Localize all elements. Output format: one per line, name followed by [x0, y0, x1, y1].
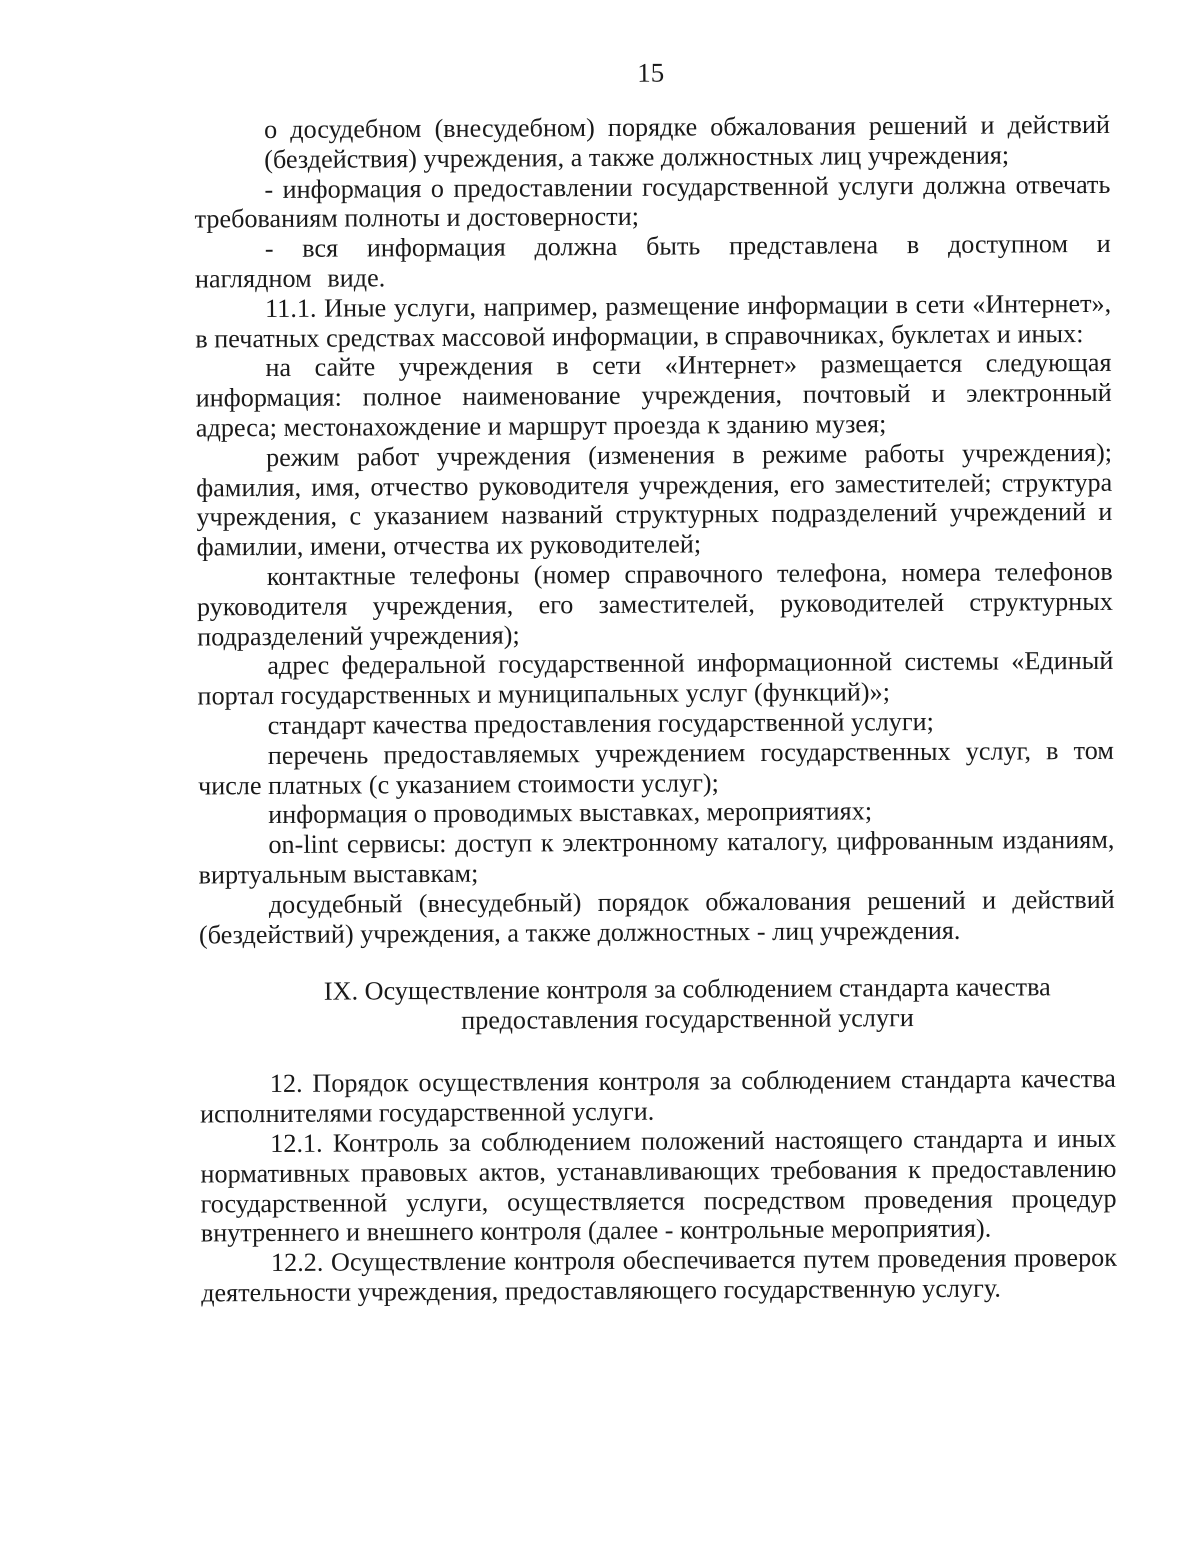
page-number: 15 [637, 57, 665, 88]
section-heading-line: IX. Осуществление контроля за соблюдением стандарта качества [323, 972, 1051, 1007]
section-heading-line: предоставления государственной услуги [461, 1003, 914, 1036]
paragraph: контактные телефоны (номер справочного телефона, номера телефонов руководителя учреждения, его заместителей, руководителей структурных подразделений учреждения); [196, 556, 1114, 652]
document-body [194, 110, 1117, 1308]
paragraph: 12. Порядок осуществления контроля за соблюдением стандарта качества исполнителями государственной услуги. [199, 1064, 1116, 1129]
section-heading [199, 972, 1115, 1038]
section-body [200, 1064, 1117, 1308]
paragraph: 12.2. Осуществление контроля обеспечивается путем проведения проверок деятельности учреждения, предоставляющего государственную услугу. [201, 1242, 1118, 1308]
paragraph: адрес федеральной государственной информационной системы «Единый портал государственных и муниципальных услуг (функций)»; [197, 646, 1114, 711]
paragraph: перечень предоставляемых учреждением государственных услуг, в том числе платных (с указанием стоимости услуг); [197, 735, 1114, 800]
paragraph: о досудебном (внесудебном) порядке обжалования решений и действий (бездействия) учреждения, а также должностных лиц учреждения; [263, 109, 1111, 174]
paragraph: режим работ учреждения (изменения в режиме работы учреждения); фамилия, имя, отчество руководителя учреждения, его заместителей; структура учреждения, с указанием названий структурных подразделений учреждений и фамилии, имени, отчества их руководителей; [196, 437, 1113, 562]
paragraph: 11.1. Иные услуги, например, размещение информации в сети «Интернет», в печатных средствах массовой информации, в справочниках, буклетах и иных: [195, 288, 1112, 354]
paragraph: on-lint сервисы: доступ к электронному каталогу, цифрованным изданиям, виртуальным выставкам; [198, 824, 1115, 890]
paragraph: стандарт качества предоставления государственной услуги; [267, 706, 934, 740]
paragraph: 12.1. Контроль за соблюдением положений настоящего стандарта и иных нормативных правовых актов, устанавливающих требования к предоставлению государственной услуги, осуществляется посредством проведения процедур внутреннего и внешнего контроля (далее - контрольные мероприятия). [200, 1123, 1117, 1248]
list-item: - информация о предоставлении государственной услуги должна отвечать требованиям полноты и достоверности; [194, 169, 1111, 234]
paragraph: на сайте учреждения в сети «Интернет» размещается следующая информация: полное наименование учреждения, почтовый и электронный адреса; местонахождение и маршрут проезда к зданию музея; [195, 348, 1112, 443]
paragraph: информация о проводимых выставках, мероприятиях; [268, 796, 873, 830]
paragraph: досудебный (внесудебный) порядок обжалования решений и действий (бездействий) учреждения, а также должностных - лиц учреждения. [198, 884, 1115, 949]
list-item: - вся информация должна быть представлена в доступном и наглядном виде. [194, 229, 1111, 294]
